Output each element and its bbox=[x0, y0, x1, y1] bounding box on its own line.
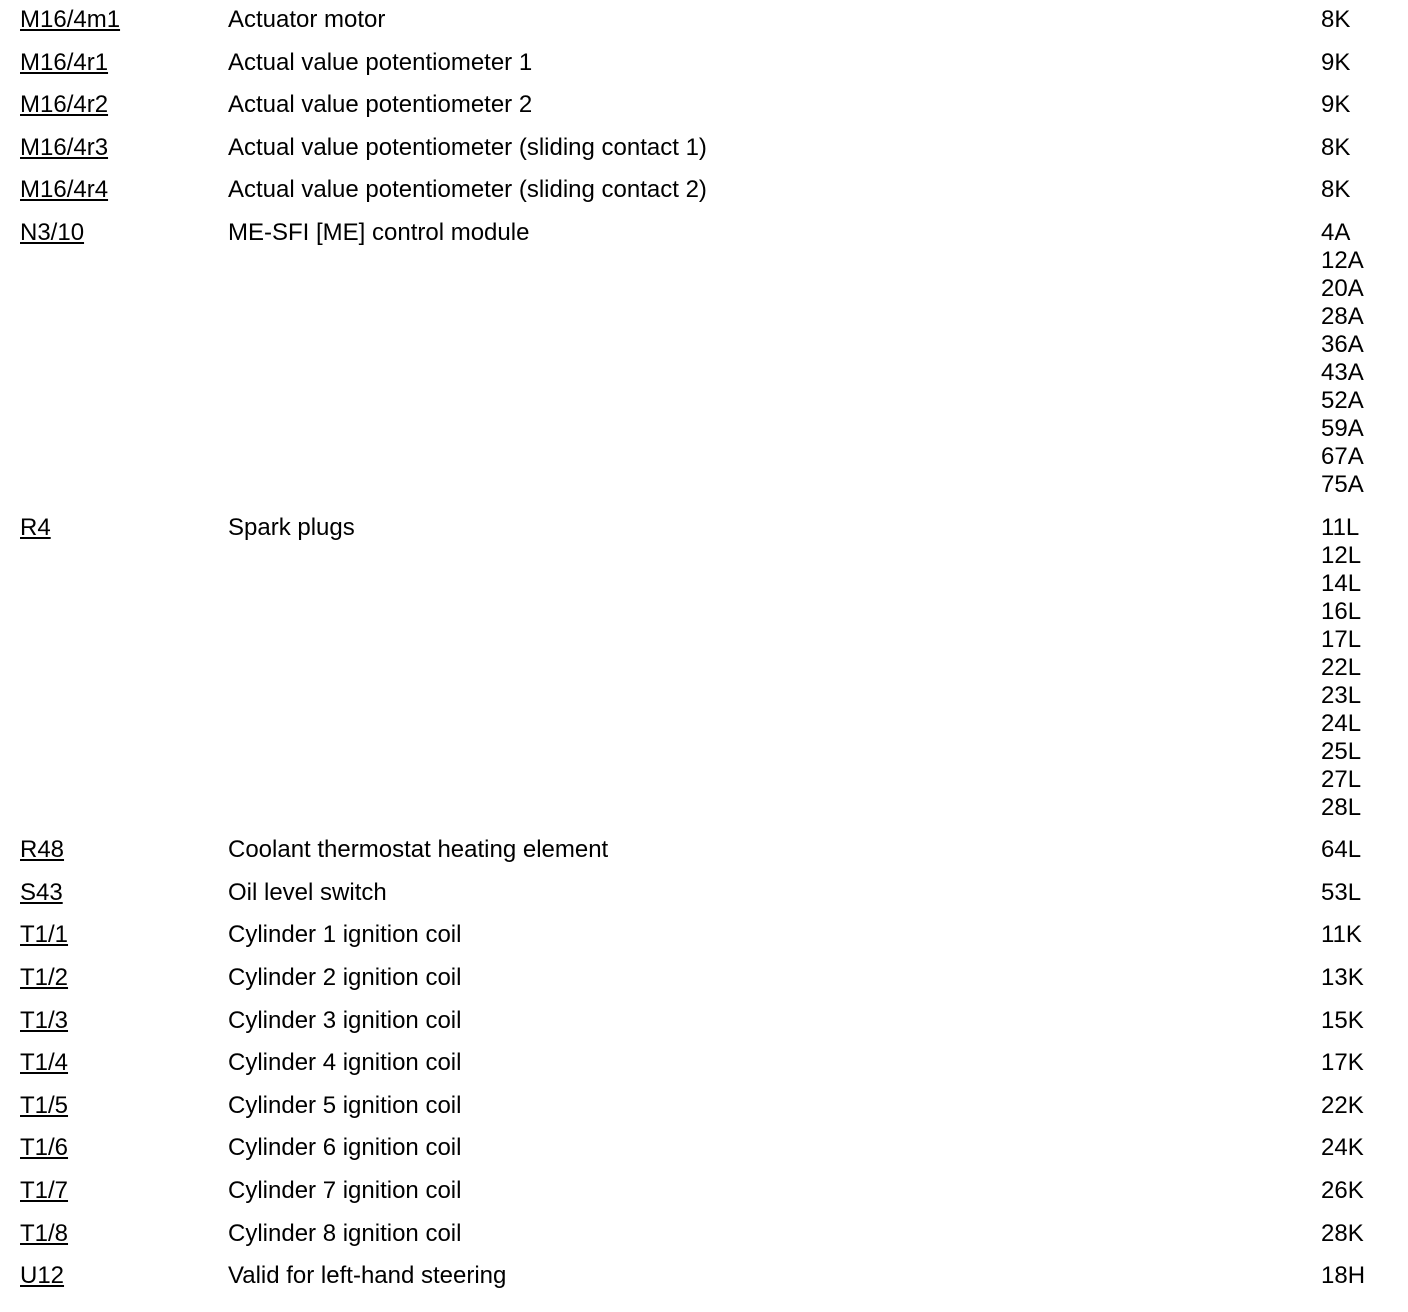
component-description: Actuator motor bbox=[228, 6, 386, 33]
grid-reference-list bbox=[1321, 921, 1390, 949]
grid-reference-list bbox=[1321, 964, 1390, 992]
grid-reference: 43A bbox=[1321, 358, 1364, 386]
component-code-link[interactable]: T1/2 bbox=[20, 963, 69, 991]
legend-row bbox=[20, 1049, 1390, 1077]
component-code-link[interactable]: T1/3 bbox=[20, 1006, 69, 1034]
component-code-link[interactable]: U12 bbox=[20, 1262, 65, 1290]
component-code-link[interactable]: T1/6 bbox=[20, 1134, 69, 1162]
grid-reference: 59A bbox=[1321, 414, 1364, 442]
legend-row bbox=[20, 1007, 1390, 1035]
grid-reference: 26K bbox=[1321, 1176, 1364, 1204]
component-description: Cylinder 4 ignition coil bbox=[228, 1049, 462, 1077]
component-code-link[interactable]: N3/10 bbox=[20, 218, 85, 246]
grid-reference-list bbox=[1321, 1049, 1390, 1077]
component-code-link[interactable]: M16/4m1 bbox=[20, 6, 121, 33]
component-code-link[interactable]: M16/4r1 bbox=[20, 48, 109, 76]
grid-reference: 8K bbox=[1321, 6, 1351, 33]
grid-reference-list bbox=[1321, 1092, 1390, 1120]
component-description: Actual value potentiometer (sliding contact 2) bbox=[228, 176, 707, 204]
grid-reference: 64L bbox=[1321, 836, 1362, 864]
component-code-link[interactable]: R48 bbox=[20, 836, 65, 864]
grid-reference: 15K bbox=[1321, 1006, 1364, 1034]
legend-row bbox=[20, 6, 1390, 34]
grid-reference-list bbox=[1321, 91, 1390, 119]
legend-row bbox=[20, 964, 1390, 992]
component-code-link[interactable]: S43 bbox=[20, 878, 63, 906]
grid-reference-list bbox=[1321, 219, 1390, 499]
component-code-link[interactable]: M16/4r4 bbox=[20, 176, 109, 204]
grid-reference: 28A bbox=[1321, 302, 1364, 330]
legend-row bbox=[20, 514, 1390, 822]
component-code-link[interactable]: M16/4r3 bbox=[20, 133, 109, 161]
grid-reference: 28K bbox=[1321, 1219, 1364, 1247]
grid-reference: 9K bbox=[1321, 48, 1351, 76]
component-description: Spark plugs bbox=[228, 513, 355, 541]
grid-reference: 8K bbox=[1321, 133, 1351, 161]
component-code-link[interactable]: M16/4r2 bbox=[20, 91, 109, 119]
component-code-link[interactable]: T1/1 bbox=[20, 921, 69, 949]
grid-reference: 9K bbox=[1321, 91, 1351, 119]
component-code-link[interactable]: R4 bbox=[20, 513, 51, 541]
grid-reference-list bbox=[1321, 49, 1390, 77]
grid-reference: 20A bbox=[1321, 274, 1364, 302]
grid-reference: 36A bbox=[1321, 330, 1364, 358]
grid-reference: 11K bbox=[1321, 921, 1362, 949]
grid-reference: 18H bbox=[1321, 1262, 1366, 1290]
grid-reference: 12L bbox=[1321, 541, 1362, 569]
grid-reference: 24L bbox=[1321, 709, 1362, 737]
grid-reference-list bbox=[1321, 134, 1390, 162]
legend-row bbox=[20, 1220, 1390, 1248]
grid-reference: 23L bbox=[1321, 681, 1362, 709]
grid-reference: 22L bbox=[1321, 653, 1362, 681]
grid-reference-list bbox=[1321, 1134, 1390, 1162]
grid-reference: 17L bbox=[1321, 625, 1362, 653]
component-code-link[interactable]: T1/5 bbox=[20, 1091, 69, 1119]
legend-row bbox=[20, 49, 1390, 77]
component-description: Coolant thermostat heating element bbox=[228, 836, 609, 864]
component-code-link[interactable]: T1/4 bbox=[20, 1049, 69, 1077]
component-description: Oil level switch bbox=[228, 878, 387, 906]
grid-reference: 4A bbox=[1321, 218, 1351, 246]
grid-reference-list bbox=[1321, 1262, 1390, 1290]
grid-reference: 27L bbox=[1321, 765, 1362, 793]
legend-row bbox=[20, 836, 1390, 864]
component-description: Actual value potentiometer 2 bbox=[228, 91, 533, 119]
grid-reference: 25L bbox=[1321, 737, 1362, 765]
component-code-link[interactable]: T1/8 bbox=[20, 1219, 69, 1247]
grid-reference: 22K bbox=[1321, 1091, 1364, 1119]
grid-reference: 53L bbox=[1321, 878, 1362, 906]
component-description: Cylinder 5 ignition coil bbox=[228, 1091, 462, 1119]
grid-reference-list bbox=[1321, 1007, 1390, 1035]
legend-row bbox=[20, 921, 1390, 949]
component-code-link[interactable]: T1/7 bbox=[20, 1176, 69, 1204]
component-description: ME-SFI [ME] control module bbox=[228, 218, 530, 246]
grid-reference: 11L bbox=[1321, 513, 1360, 541]
component-description: Cylinder 1 ignition coil bbox=[228, 921, 462, 949]
component-legend-list bbox=[20, 6, 1390, 1305]
grid-reference-list bbox=[1321, 1177, 1390, 1205]
grid-reference: 16L bbox=[1321, 597, 1362, 625]
grid-reference-list bbox=[1321, 1220, 1390, 1248]
component-description: Cylinder 6 ignition coil bbox=[228, 1134, 462, 1162]
legend-row bbox=[20, 1262, 1390, 1290]
component-description: Cylinder 7 ignition coil bbox=[228, 1176, 462, 1204]
grid-reference-list bbox=[1321, 836, 1390, 864]
legend-row bbox=[20, 879, 1390, 907]
grid-reference: 13K bbox=[1321, 963, 1364, 991]
grid-reference: 52A bbox=[1321, 386, 1364, 414]
component-description: Cylinder 2 ignition coil bbox=[228, 963, 462, 991]
grid-reference: 28L bbox=[1321, 793, 1362, 821]
component-description: Cylinder 8 ignition coil bbox=[228, 1219, 462, 1247]
legend-row bbox=[20, 1177, 1390, 1205]
grid-reference: 75A bbox=[1321, 470, 1364, 498]
legend-row bbox=[20, 219, 1390, 499]
grid-reference: 24K bbox=[1321, 1134, 1364, 1162]
component-description: Actual value potentiometer 1 bbox=[228, 48, 533, 76]
component-description: Actual value potentiometer (sliding contact 1) bbox=[228, 133, 707, 161]
grid-reference: 12A bbox=[1321, 246, 1364, 274]
legend-row bbox=[20, 91, 1390, 119]
grid-reference-list bbox=[1321, 514, 1390, 822]
grid-reference-list bbox=[1321, 6, 1390, 34]
grid-reference-list bbox=[1321, 176, 1390, 204]
legend-row bbox=[20, 176, 1390, 204]
grid-reference: 8K bbox=[1321, 176, 1351, 204]
grid-reference: 14L bbox=[1321, 569, 1362, 597]
grid-reference: 67A bbox=[1321, 442, 1364, 470]
component-description: Cylinder 3 ignition coil bbox=[228, 1006, 462, 1034]
grid-reference-list bbox=[1321, 879, 1390, 907]
legend-row bbox=[20, 1134, 1390, 1162]
legend-row bbox=[20, 134, 1390, 162]
grid-reference: 17K bbox=[1321, 1049, 1364, 1077]
legend-row bbox=[20, 1092, 1390, 1120]
component-description: Valid for left-hand steering bbox=[228, 1262, 507, 1290]
